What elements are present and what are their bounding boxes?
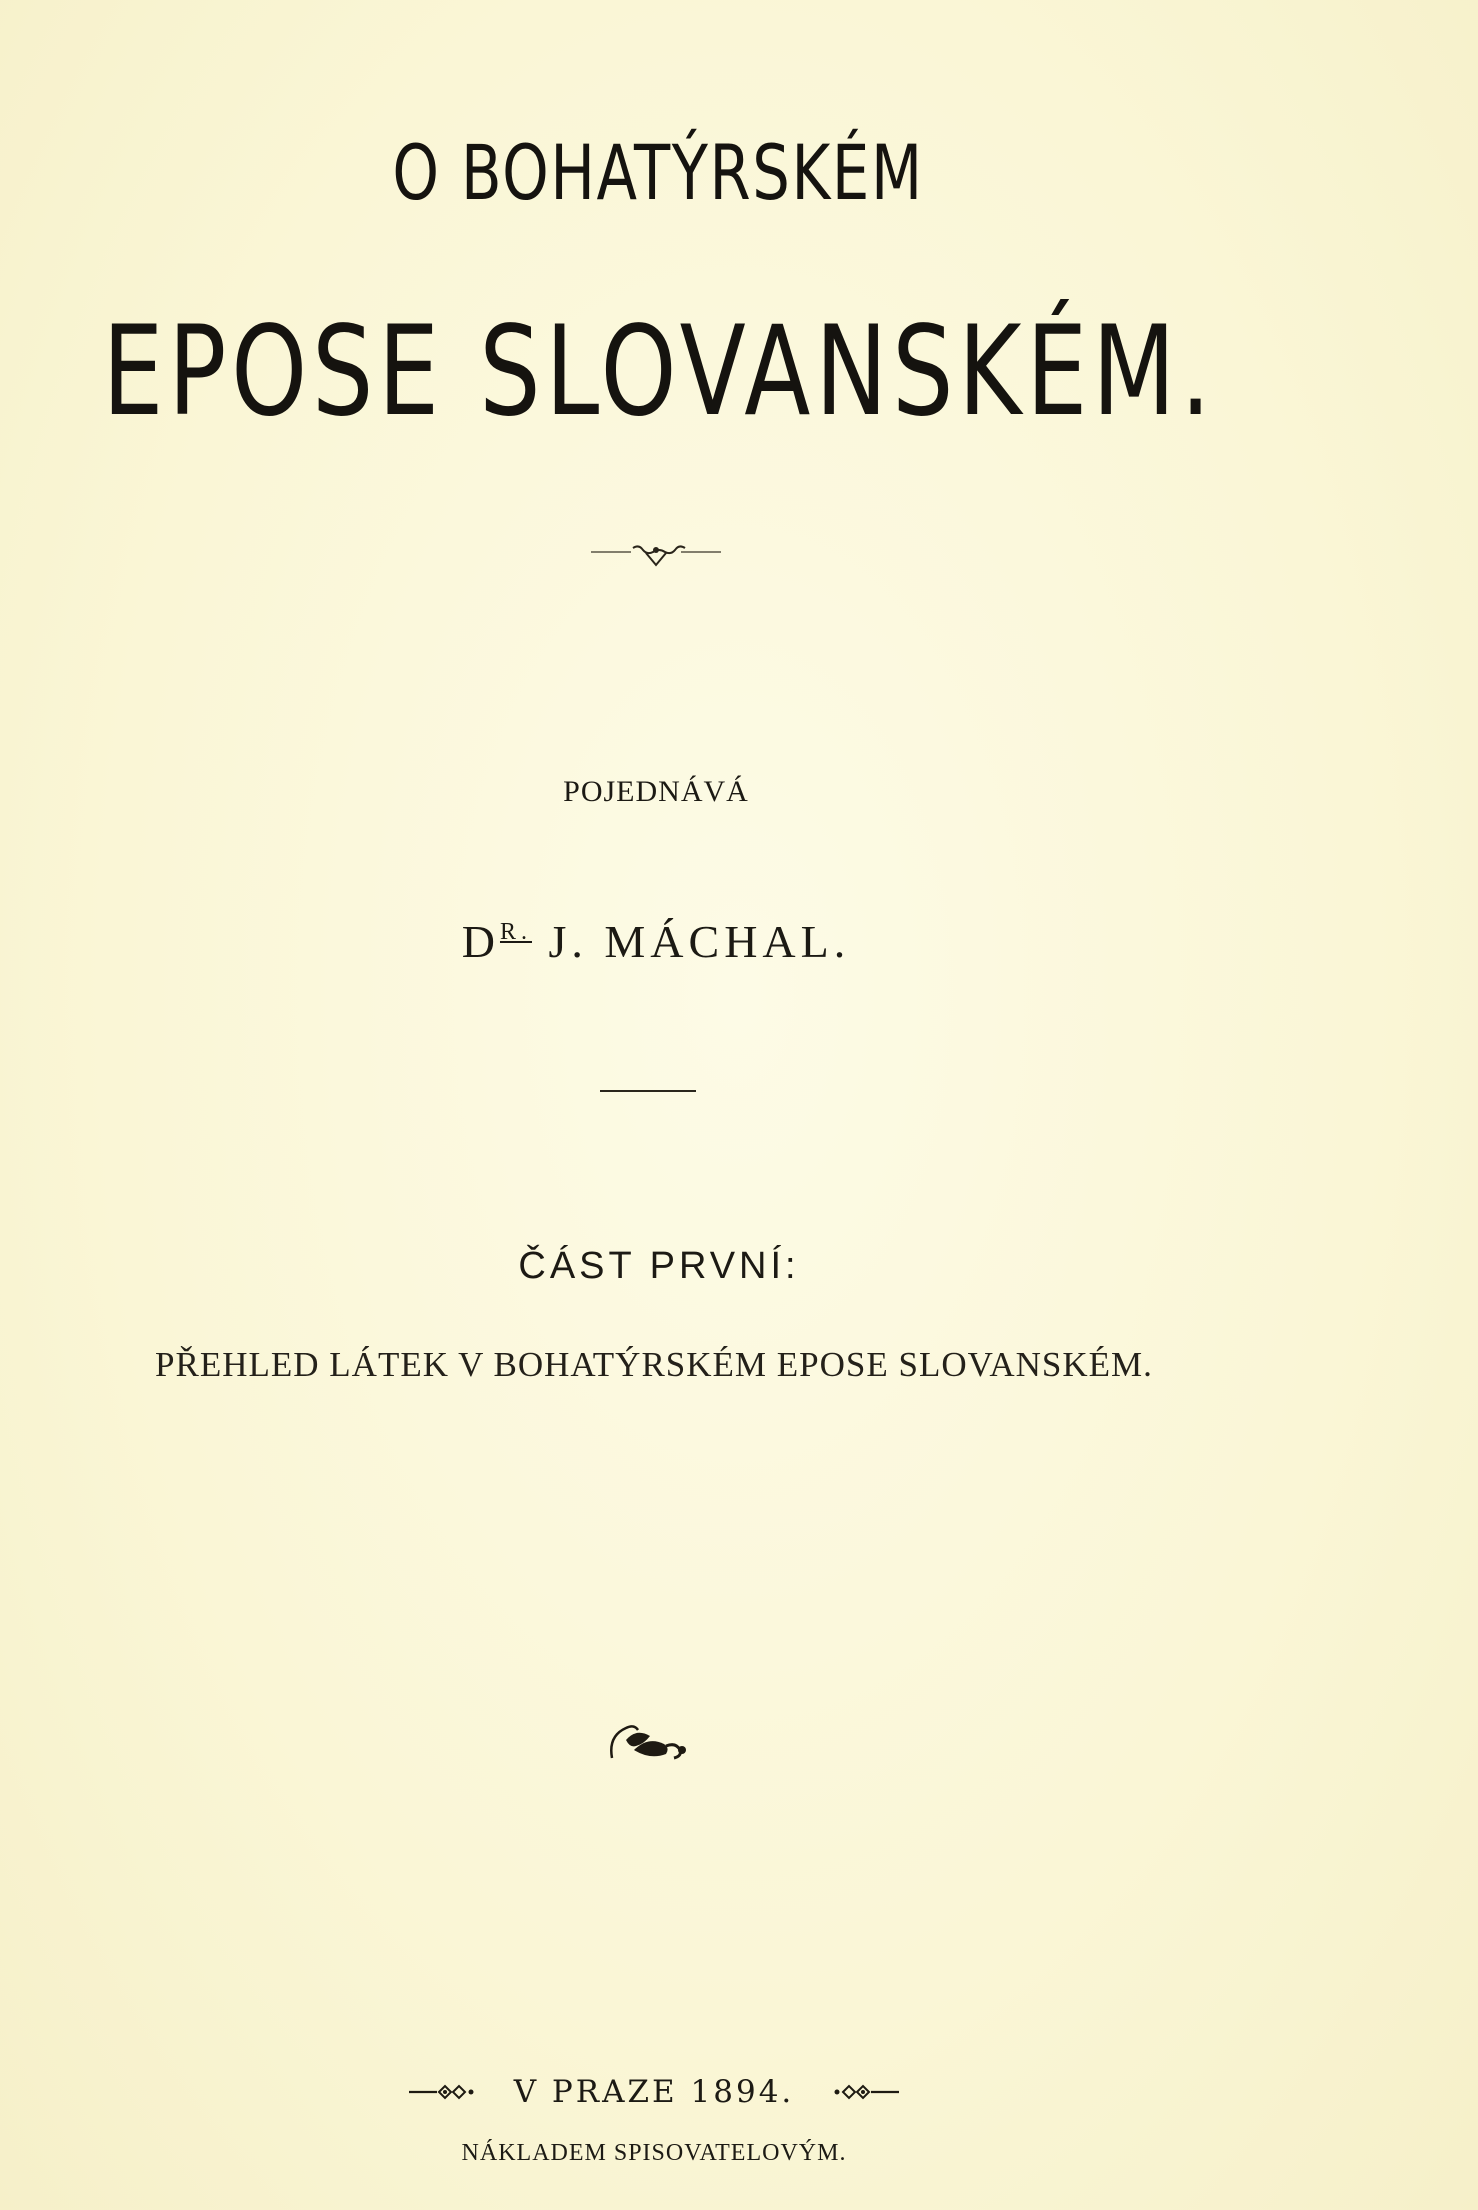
part-heading: ČÁST PRVNÍ: [518, 1245, 800, 1287]
byline-intro: POJEDNÁVÁ [563, 775, 749, 808]
leaf-ornament-icon [604, 1710, 694, 1770]
place-year: V PRAZE 1894. [513, 2073, 795, 2110]
title-line-1: O BOHATÝRSKÉM [392, 128, 924, 217]
publisher-line: NÁKLADEM SPISOVATELOVÝM. [461, 2140, 847, 2166]
printer-ornament [0, 1710, 1478, 1770]
title-line-2: EPOSE SLOVANSKÉM. [102, 300, 1216, 444]
divider-rule [600, 1090, 696, 1092]
fleuron-ornament-top [0, 540, 1478, 570]
part-subtitle: PŘEHLED LÁTEK V BOHATÝRSKÉM EPOSE SLOVANSKÉM. [155, 1345, 1153, 1384]
author-line [0, 915, 1395, 968]
imprint-place-year-row [0, 2072, 1393, 2110]
dash-ornament-left-icon [409, 2074, 479, 2110]
author-title: $D^{R.}$ [461, 916, 532, 967]
fleuron-icon [591, 540, 721, 570]
author-name: J. MÁCHAL. [548, 916, 851, 967]
dash-ornament-right-icon [829, 2074, 899, 2110]
